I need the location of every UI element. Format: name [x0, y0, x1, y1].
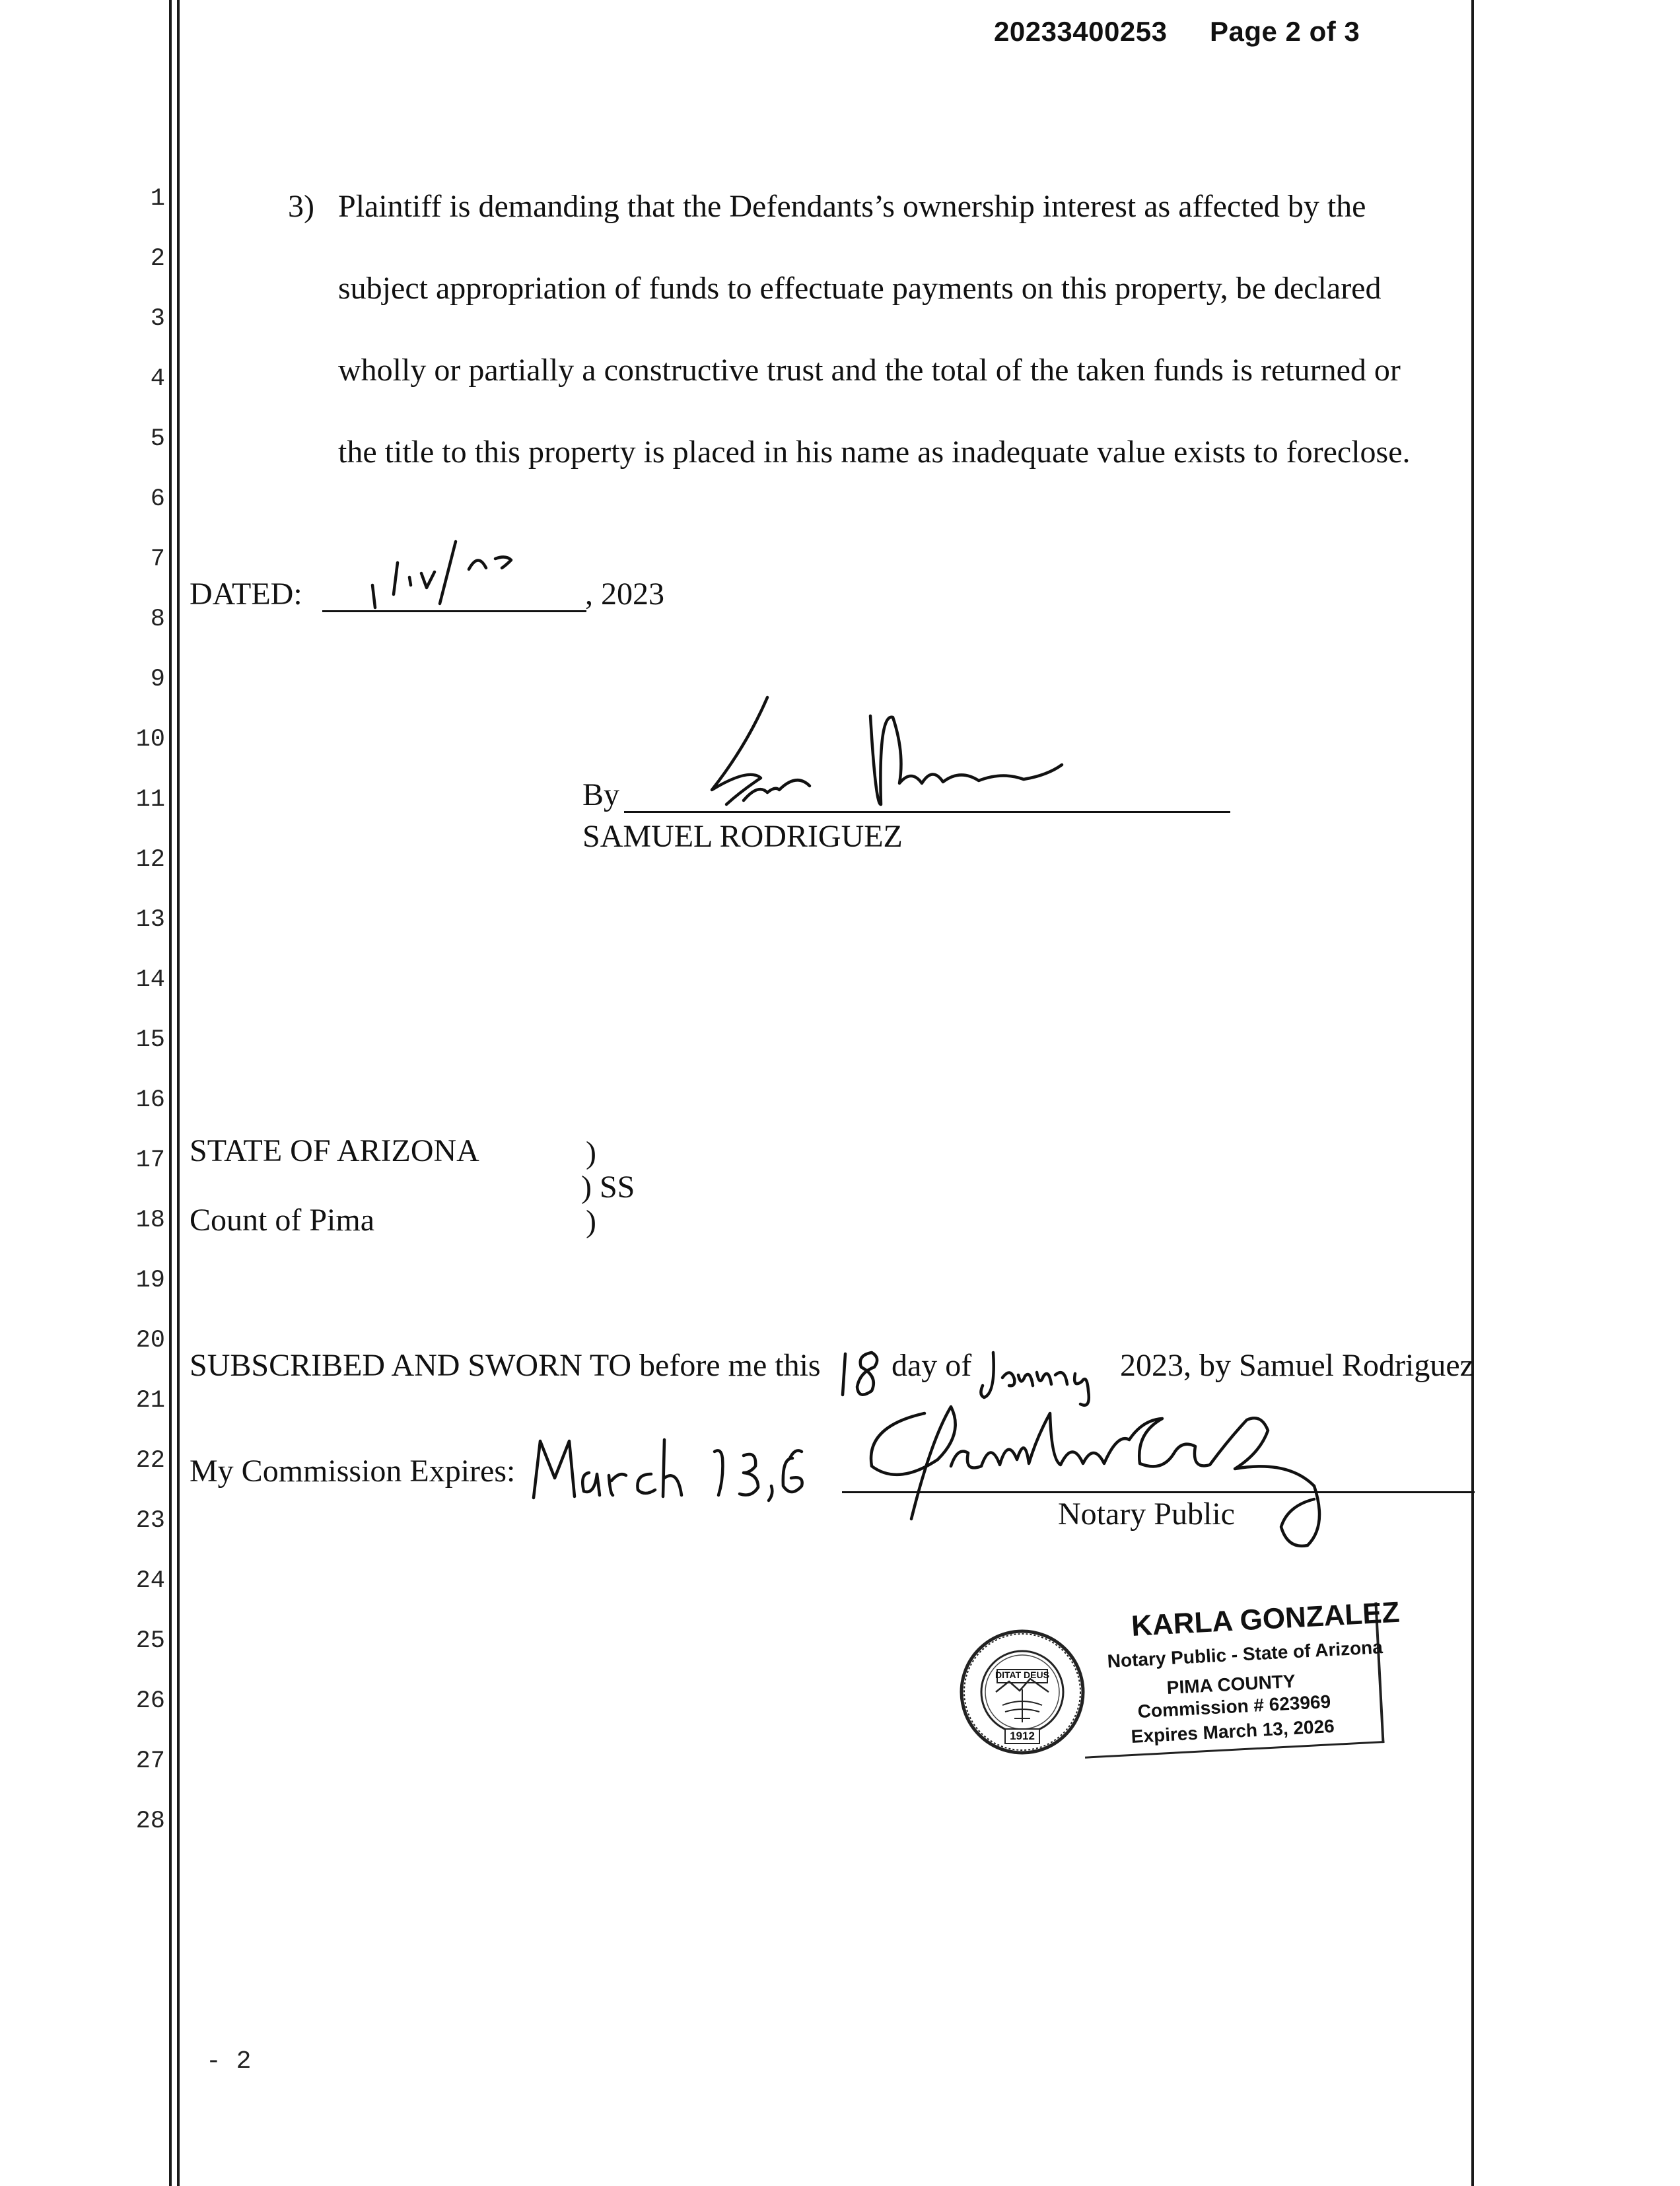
line-number: 26 — [135, 1687, 165, 1715]
page-label: Page 2 of 3 — [1210, 16, 1360, 47]
line-number: 25 — [135, 1627, 165, 1655]
jurat-text: SUBSCRIBED AND SWORN TO before me this — [190, 1348, 821, 1383]
signature-notary — [852, 1387, 1393, 1559]
jurat-text: day of — [892, 1348, 972, 1383]
notary-stamp-line: Expires March 13, 2026 — [1131, 1715, 1335, 1747]
jurat-text: 2023, by Samuel Rodriguez — [1120, 1348, 1474, 1383]
line-number: 8 — [150, 606, 165, 633]
line-number: 11 — [135, 786, 165, 814]
line-number: 1 — [150, 185, 165, 213]
line-number: 28 — [135, 1808, 165, 1835]
line-number: 27 — [135, 1747, 165, 1775]
line-number: 17 — [135, 1146, 165, 1174]
line-number: 22 — [135, 1447, 165, 1475]
line-number: 4 — [150, 365, 165, 393]
line-number: 5 — [150, 425, 165, 453]
venue-paren: ) — [586, 1204, 596, 1239]
paragraph-line: wholly or partially a constructive trust and the total of the taken funds is returned or — [338, 353, 1401, 388]
line-number: 19 — [135, 1267, 165, 1294]
line-number: 3 — [150, 305, 165, 333]
notary-stamp-line: Notary Public - State of Arizona — [1107, 1637, 1383, 1672]
line-number: 9 — [150, 666, 165, 693]
venue-county: Count of Pima — [190, 1203, 375, 1238]
paragraph-line: the title to this property is placed in his name as inadequate value exists to foreclose. — [338, 435, 1411, 470]
venue-state: STATE OF ARIZONA — [190, 1133, 479, 1168]
line-number: 21 — [135, 1387, 165, 1415]
dated-year: , 2023 — [585, 577, 664, 612]
line-number: 16 — [135, 1086, 165, 1114]
footer-page-number: - 2 — [206, 2047, 252, 2076]
line-number: 18 — [135, 1207, 165, 1234]
line-number: 23 — [135, 1507, 165, 1535]
venue-ss: ) SS — [581, 1170, 635, 1205]
notary-signature-line — [842, 1491, 1475, 1493]
commission-label: My Commission Expires: — [190, 1454, 516, 1489]
notary-stamp-line: PIMA COUNTY — [1166, 1670, 1296, 1698]
line-number: 15 — [135, 1026, 165, 1054]
seal-year: 1912 — [1010, 1730, 1035, 1742]
left-margin-rule-outer — [169, 0, 172, 2186]
right-margin-rule — [1471, 0, 1474, 2186]
handwritten-commission-date — [528, 1432, 819, 1511]
signer-name: SAMUEL RODRIGUEZ — [582, 819, 903, 854]
line-number: 2 — [150, 245, 165, 273]
signature-line — [624, 811, 1230, 813]
line-number: 13 — [135, 906, 165, 934]
notary-stamp-line: Commission # 623969 — [1137, 1691, 1331, 1722]
document-number: 20233400253 — [994, 16, 1168, 47]
paragraph-marker: 3) — [288, 189, 314, 224]
paragraph-line: subject appropriation of funds to effectuate payments on this property, be declared — [338, 271, 1382, 306]
notary-stamp-name: KARLA GONZALEZ — [1131, 1596, 1401, 1642]
line-number: 14 — [135, 966, 165, 994]
dated-label: DATED: — [190, 577, 302, 612]
paragraph-line: Plaintiff is demanding that the Defendants’s ownership interest as affected by the — [338, 189, 1366, 224]
line-number: 20 — [135, 1327, 165, 1355]
handwritten-date — [357, 522, 528, 614]
line-number: 24 — [135, 1567, 165, 1595]
left-margin-rule-inner — [177, 0, 180, 2186]
line-number: 12 — [135, 846, 165, 874]
venue-paren: ) — [586, 1135, 596, 1170]
notary-public-label: Notary Public — [1058, 1497, 1235, 1532]
line-number: 6 — [150, 485, 165, 513]
by-label: By — [582, 777, 620, 812]
line-number: 7 — [150, 546, 165, 573]
line-number: 10 — [135, 726, 165, 754]
seal-motto: DITAT DEUS — [995, 1670, 1049, 1680]
